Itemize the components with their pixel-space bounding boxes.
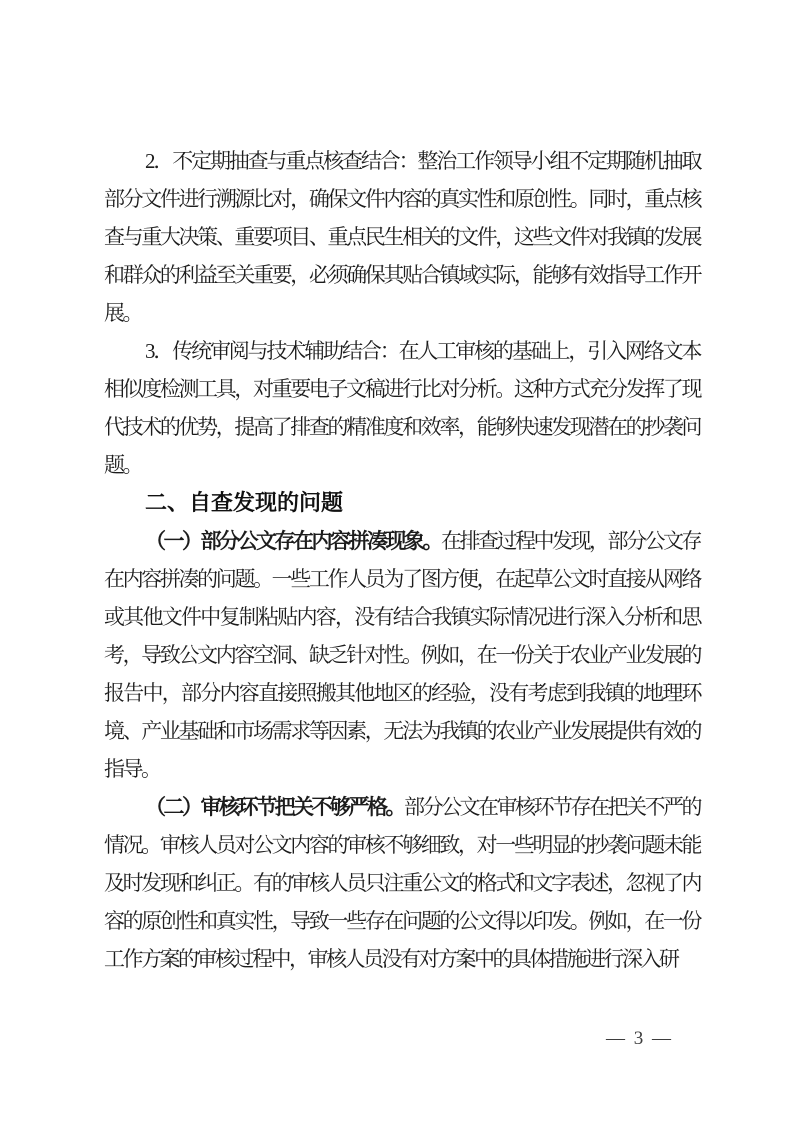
document-body	[104, 142, 700, 978]
issue-2-lead: （二）审核环节把关不够严格。	[145, 795, 404, 819]
paragraph-issue-1	[104, 522, 700, 788]
paragraph-method-2: 2．不定期抽查与重点核查结合：整治工作领导小组不定期随机抽取部分文件进行溯源比对，确保文件内容的真实性和原创性。同时，重点核查与重大决策、重要项目、重点民生相关的文件，这些文件对我镇的发展和群众的利益至关重要，必须确保其贴合镇域实际，能够有效指导工作开展。	[104, 149, 700, 325]
paragraph-method-3: 3．传统审阅与技术辅助结合：在人工审核的基础上，引入网络文本相似度检测工具，对重要电子文稿进行比对分析。这种方式充分发挥了现代技术的优势，提高了排查的精准度和效率，能够快速发现潜在的抄袭问题。	[104, 339, 700, 477]
issue-1-body: 在排查过程中发现，部分公文存在内容拼凑的问题。一些工作人员为了图方便，在起草公文时直接从网络或其他文件中复制粘贴内容，没有结合我镇实际情况进行深入分析和思考，导致公文内容空洞、缺乏针对性。例如，在一份关于农业产业发展的报告中，部分内容直接照搬其他地区的经验，没有考虑到我镇的地理环境、产业基础和市场需求等因素，无法为我镇的农业产业发展提供有效的指导。	[104, 529, 700, 781]
paragraph-issue-2	[104, 788, 700, 978]
section-heading-self-inspection-issues: 二、自查发现的问题	[145, 490, 344, 515]
issue-2-body: 部分公文在审核环节存在把关不严的情况。审核人员对公文内容的审核不够细致，对一些明显的抄袭问题未能及时发现和纠正。有的审核人员只注重公文的格式和文字表述，忽视了内容的原创性和真实性，导致一些存在问题的公文得以印发。例如，在一份工作方案的审核过程中，审核人员没有对方案中的具体措施进行深入研	[104, 795, 700, 971]
page-number: — 3 —	[606, 1028, 673, 1049]
issue-1-lead: （一）部分公文存在内容拼凑现象。	[145, 529, 441, 553]
